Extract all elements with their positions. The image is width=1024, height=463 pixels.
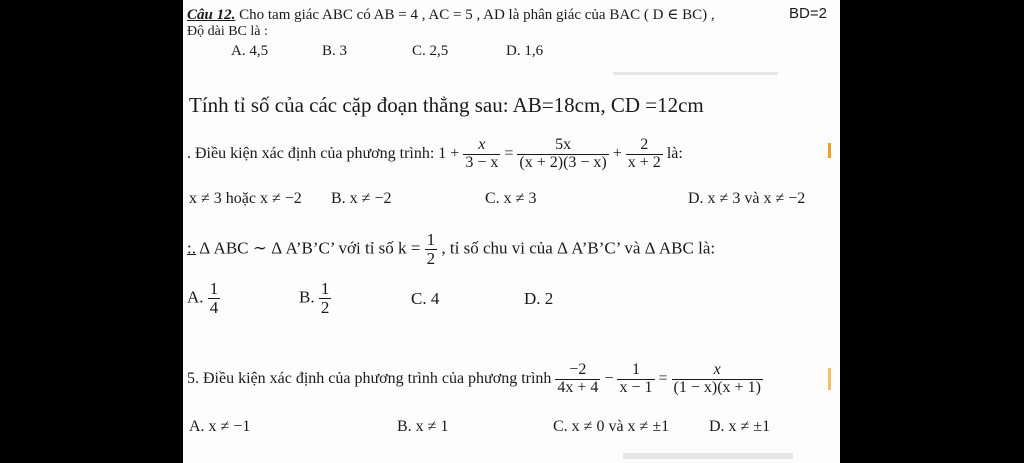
q12-option-a[interactable]: A. 4,5 [231, 43, 269, 59]
condition1-f2-num: 5x [555, 136, 572, 153]
condition1-f1-den: 3 − x [465, 153, 499, 171]
condition2-fraction-3 [672, 362, 763, 397]
q12-number: Câu 12. [187, 7, 236, 23]
condition2-f1-num: −2 [569, 361, 587, 378]
condition1-option-d[interactable]: D. x ≠ 3 và x ≠ −2 [688, 190, 806, 207]
condition2-option-a[interactable]: A. x ≠ −1 [189, 418, 251, 435]
condition1-fraction-3 [626, 137, 663, 172]
condition1-f3-den: x + 2 [627, 153, 661, 171]
similar-option-a-den: 4 [209, 297, 219, 317]
similar-option-a-label: A. [187, 287, 204, 307]
condition1-f3-num: 2 [640, 136, 649, 153]
document-page [183, 0, 840, 463]
q12-option-b[interactable]: B. 3 [322, 43, 348, 59]
condition2-option-d[interactable]: D. x ≠ ±1 [709, 418, 771, 435]
q12-line [187, 5, 715, 24]
divider [613, 72, 778, 75]
condition2-line [187, 362, 763, 397]
condition1-f2-den: (x + 2)(3 − x) [519, 153, 607, 171]
condition2-f3-num: x [713, 361, 721, 378]
condition2-f1-den: 4x + 4 [557, 378, 599, 396]
similar-option-b-num: 1 [320, 279, 330, 298]
condition2-minus: − [604, 369, 614, 387]
condition1-fraction-1 [463, 137, 500, 172]
similar-option-b-fraction [319, 280, 332, 317]
condition2-eq: = [658, 369, 668, 387]
bottom-divider [623, 453, 793, 459]
similar-prefix: :. [187, 238, 196, 258]
ratio-problem: Tính tỉ số của các cặp đoạn thẳng sau: AB=18cm, CD =12cm [189, 93, 704, 117]
condition1-option-c[interactable]: C. x ≠ 3 [485, 190, 537, 207]
q12-option-d[interactable]: D. 1,6 [506, 43, 544, 59]
condition1-option-b[interactable]: B. x ≠ −2 [331, 190, 392, 207]
similar-option-b[interactable] [299, 280, 331, 317]
similar-option-b-label: B. [299, 287, 315, 307]
similar-option-a-num: 1 [209, 279, 219, 298]
similar-text-2: , tỉ số chu vi của Δ A’B’C’ và Δ ABC là: [441, 238, 716, 258]
condition2-option-b[interactable]: B. x ≠ 1 [397, 418, 449, 435]
q12-option-c[interactable]: C. 2,5 [412, 43, 449, 59]
similar-line [187, 231, 715, 268]
condition2-option-c[interactable]: C. x ≠ 0 và x ≠ ±1 [553, 418, 670, 435]
similar-k-num: 1 [426, 230, 436, 249]
condition2-fraction-1 [555, 362, 600, 397]
similar-option-a[interactable] [187, 280, 220, 317]
condition2-f2-num: 1 [631, 361, 640, 378]
q12-question: Độ dài BC là : [187, 24, 268, 39]
q12-bd-note: BD=2 [789, 5, 827, 22]
condition1-f1-num: x [478, 136, 486, 153]
condition1-plus: + [612, 144, 622, 162]
similar-option-d[interactable]: D. 2 [524, 289, 554, 308]
cursor-mark-2 [828, 368, 831, 390]
similar-option-a-fraction [208, 280, 221, 317]
condition1-suffix: là: [666, 144, 683, 162]
q12-text: Cho tam giác ABC có AB = 4 , AC = 5 , AD là phân giác của BAC ( D ∈ BC) , [239, 7, 715, 23]
condition1-fraction-2 [517, 137, 608, 172]
condition1-prefix: . Điều kiện xác định của phương trình: [187, 144, 435, 162]
condition2-fraction-2 [617, 362, 654, 397]
condition2-prefix: 5. Điều kiện xác định của phương trình của phương trình [187, 369, 552, 387]
condition2-f2-den: x − 1 [619, 378, 653, 396]
condition1-line [187, 137, 683, 172]
condition2-f3-den: (1 − x)(x + 1) [673, 378, 761, 396]
similar-text-1: Δ ABC ∼ Δ A’B’C’ với tỉ số k = [199, 238, 421, 258]
similar-option-c[interactable]: C. 4 [411, 289, 440, 308]
similar-option-b-den: 2 [320, 297, 330, 317]
similar-k-den: 2 [426, 248, 436, 268]
cursor-mark [828, 143, 831, 158]
condition1-option-a[interactable]: x ≠ 3 hoặc x ≠ −2 [189, 190, 302, 207]
condition1-eq: = [504, 144, 514, 162]
condition1-lhs-lead: 1 + [438, 144, 460, 162]
similar-k-fraction [425, 231, 438, 268]
